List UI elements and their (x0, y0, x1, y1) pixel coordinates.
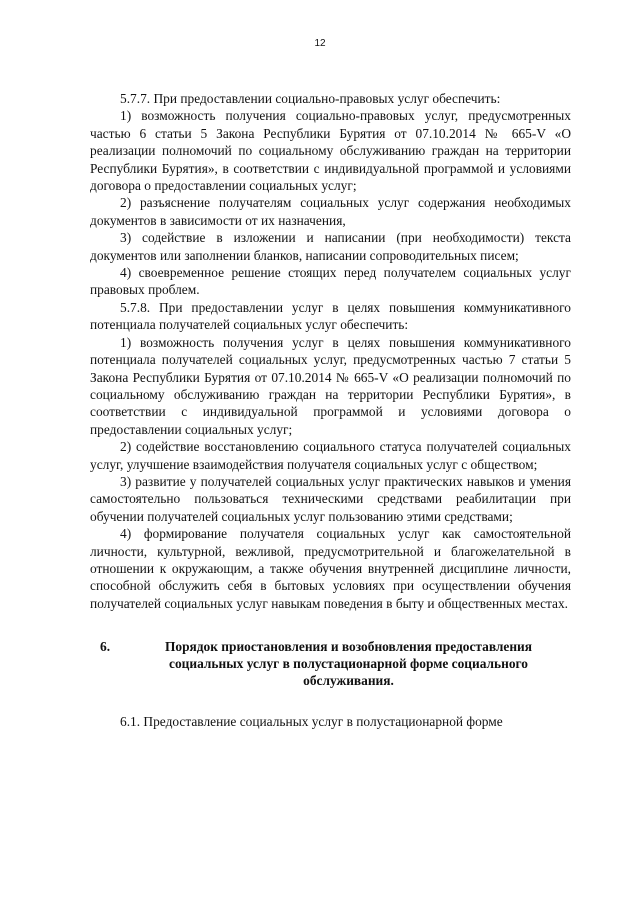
paragraph-5-7-7-item-1: 1) возможность получения социально-правовых услуг, предусмотренных частью 6 статьи 5 Закона Республики Бурятия от 07.10.2014 № 665-V «О реализации полномочий по социальному обслуживанию граждан на территории Республики Бурятия», в соответствии с индивидуальной программой и условиями договора о предоставлении социальных услуг; (90, 108, 571, 194)
paragraph-5-7-7-item-3: 3) содействие в изложении и написании (при необходимости) текста документов или заполнении бланков, написании сопроводительных писем; (90, 230, 571, 263)
section-title: Порядок приостановления и возобновления предоставления социальных услуг в полустационарной форме социального обслуживания. (164, 639, 533, 689)
section-heading (90, 638, 571, 689)
document-body (90, 90, 571, 731)
paragraph-5-7-7-item-4: 4) своевременное решение стоящих перед получателем социальных услуг правовых проблем. (90, 265, 571, 298)
section-number: 6. (100, 639, 111, 655)
paragraph-5-7-8-item-2: 2) содействие восстановлению социального статуса получателей социальных услуг, улучшение взаимодействия получателя социальных услуг с обществом; (90, 439, 571, 472)
paragraph-6-1: 6.1. Предоставление социальных услуг в полустационарной форме (120, 714, 503, 730)
paragraph-5-7-8-item-1: 1) возможность получения услуг в целях повышения коммуникативного потенциала получателей социальных услуг, предусмотренных частью 7 статьи 5 Закона Республики Бурятия от 07.10.2014 № 665-V «О реализации полномочий по социальному обслуживанию граждан на территории Республики Бурятия», в соответствии с индивидуальной программой и условиями договора о предоставлении социальных услуг; (90, 334, 571, 437)
paragraph-5-7-8-item-4: 4) формирование получателя социальных услуг как самостоятельной личности, культурной, вежливой, предусмотрительной и благожелательной в отношении к окружающим, а также обучения внутренней дисциплине личности, способной обслужить себя в бытовых условиях при осуществлении обучения получателей социальных услуг навыкам поведения в быту и общественных местах. (90, 526, 571, 611)
paragraph-5-7-7-item-2: 2) разъяснение получателям социальных услуг содержания необходимых документов в зависимости от их назначения, (90, 195, 571, 228)
paragraph-5-7-8: 5.7.8. При предоставлении услуг в целях повышения коммуникативного потенциала получателей социальных услуг обеспечить: (90, 299, 571, 333)
paragraph-5-7-8-item-3: 3) развитие у получателей социальных услуг практических навыков и умения самостоятельно пользоваться техническими средствами реабилитации при обучении получателей социальных услуг пользованию этими средствами; (90, 473, 571, 524)
paragraph-5-7-7: 5.7.7. При предоставлении социально-правовых услуг обеспечить: (120, 91, 501, 106)
page-number: 12 (314, 38, 326, 49)
